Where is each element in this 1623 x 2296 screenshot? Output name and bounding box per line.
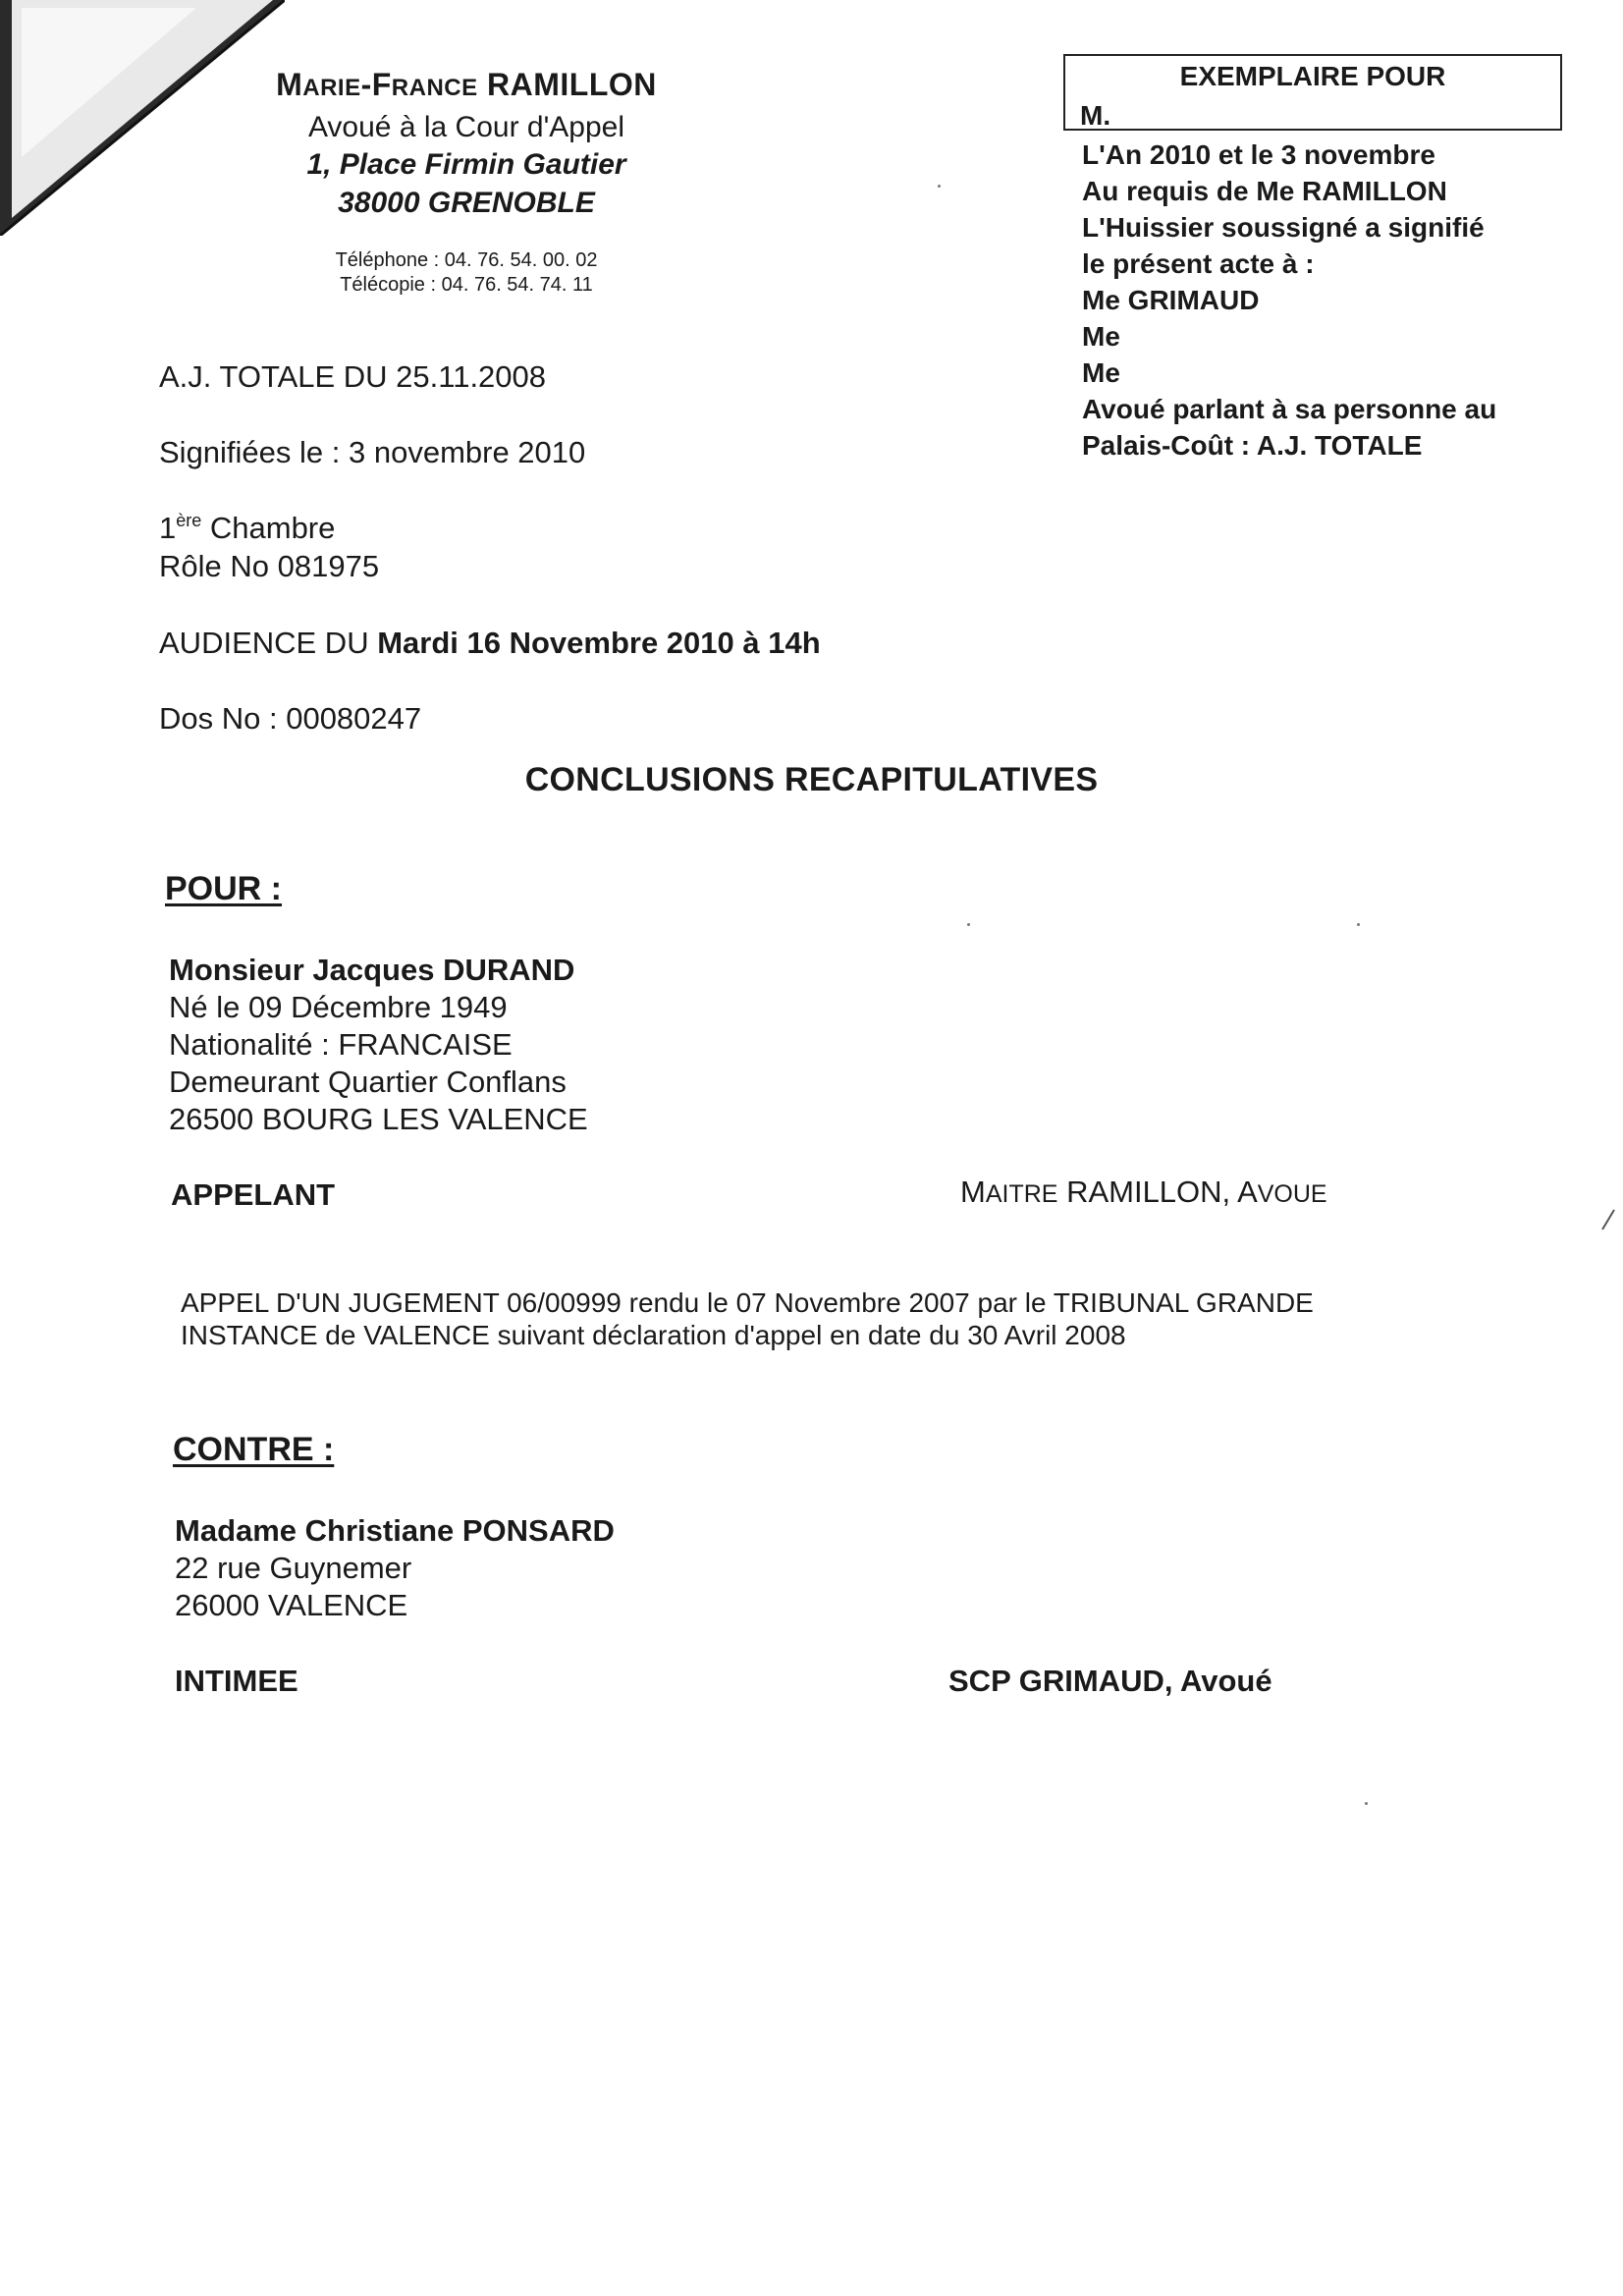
appeal-text-line: INSTANCE de VALENCE suivant déclaration d'appel en date du 30 Avril 2008	[181, 1320, 1126, 1350]
scan-speck	[1365, 1802, 1368, 1805]
service-line: Palais-Coût : A.J. TOTALE	[1082, 430, 1423, 461]
document-title: CONCLUSIONS RECAPITULATIVES	[524, 761, 1099, 798]
appellant-details	[169, 952, 588, 1138]
respondent-address-line1: 22 rue Guynemer	[175, 1551, 412, 1585]
appellant-counsel: MAITRE RAMILLON, AVOUE	[960, 1175, 1327, 1209]
service-line: le présent acte à :	[1082, 248, 1315, 279]
appellant-name: Monsieur Jacques DURAND	[169, 953, 575, 987]
respondent-address-line2: 26000 VALENCE	[175, 1588, 408, 1622]
letterhead-title: Avoué à la Cour d'Appel	[307, 111, 625, 143]
legal-aid-reference: A.J. TOTALE DU 25.11.2008	[159, 359, 547, 394]
service-line: L'Huissier soussigné a signifié	[1082, 212, 1485, 243]
scan-mark	[1600, 1208, 1618, 1231]
respondent-counsel: SCP GRIMAUD, Avoué	[948, 1664, 1272, 1698]
letterhead-name: MARIE-FRANCE RAMILLON	[276, 67, 657, 102]
appellant-birth: Né le 09 Décembre 1949	[169, 990, 508, 1024]
service-line: Me	[1082, 357, 1120, 388]
appellant-heading: POUR :	[165, 870, 282, 907]
scan-speck	[938, 185, 941, 188]
served-date: Signifiées le : 3 novembre 2010	[159, 435, 586, 469]
copy-for-recipient: M.	[1080, 100, 1111, 131]
service-line: Avoué parlant à sa personne au	[1082, 394, 1497, 424]
appellant-role: APPELANT	[171, 1177, 336, 1212]
appellant-address-line1: Demeurant Quartier Conflans	[169, 1065, 567, 1099]
appeal-text-line: APPEL D'UN JUGEMENT 06/00999 rendu le 07 Novembre 2007 par le TRIBUNAL GRANDE	[181, 1287, 1314, 1318]
scan-speck	[967, 923, 970, 926]
service-line: Me GRIMAUD	[1082, 285, 1260, 315]
letterhead-telephone: Téléphone : 04. 76. 54. 00. 02	[335, 249, 598, 271]
respondent-name: Madame Christiane PONSARD	[175, 1513, 615, 1548]
scan-speck	[1357, 923, 1360, 926]
chamber: 1ère Chambre	[159, 511, 336, 545]
respondent-role: INTIMEE	[175, 1664, 298, 1698]
service-line: L'An 2010 et le 3 novembre	[1082, 139, 1435, 170]
service-line: Au requis de Me RAMILLON	[1082, 176, 1447, 206]
file-number: Dos No : 00080247	[159, 701, 422, 736]
role-number: Rôle No 081975	[159, 549, 380, 583]
appellant-nationality: Nationalité : FRANCAISE	[169, 1027, 513, 1062]
copy-for-title: EXEMPLAIRE POUR	[1179, 61, 1446, 91]
letterhead-fax: Télécopie : 04. 76. 54. 74. 11	[340, 274, 593, 296]
letterhead-address-line2: 38000 GRENOBLE	[338, 187, 595, 219]
respondent-heading: CONTRE :	[173, 1431, 335, 1468]
letterhead-address-line1: 1, Place Firmin Gautier	[306, 148, 626, 181]
appellant-address-line2: 26500 BOURG LES VALENCE	[169, 1102, 588, 1136]
service-line: Me	[1082, 321, 1120, 352]
appeal-text	[181, 1286, 1457, 1351]
respondent-details	[175, 1512, 615, 1624]
hearing-date: AUDIENCE DU Mardi 16 Novembre 2010 à 14h	[159, 626, 821, 660]
